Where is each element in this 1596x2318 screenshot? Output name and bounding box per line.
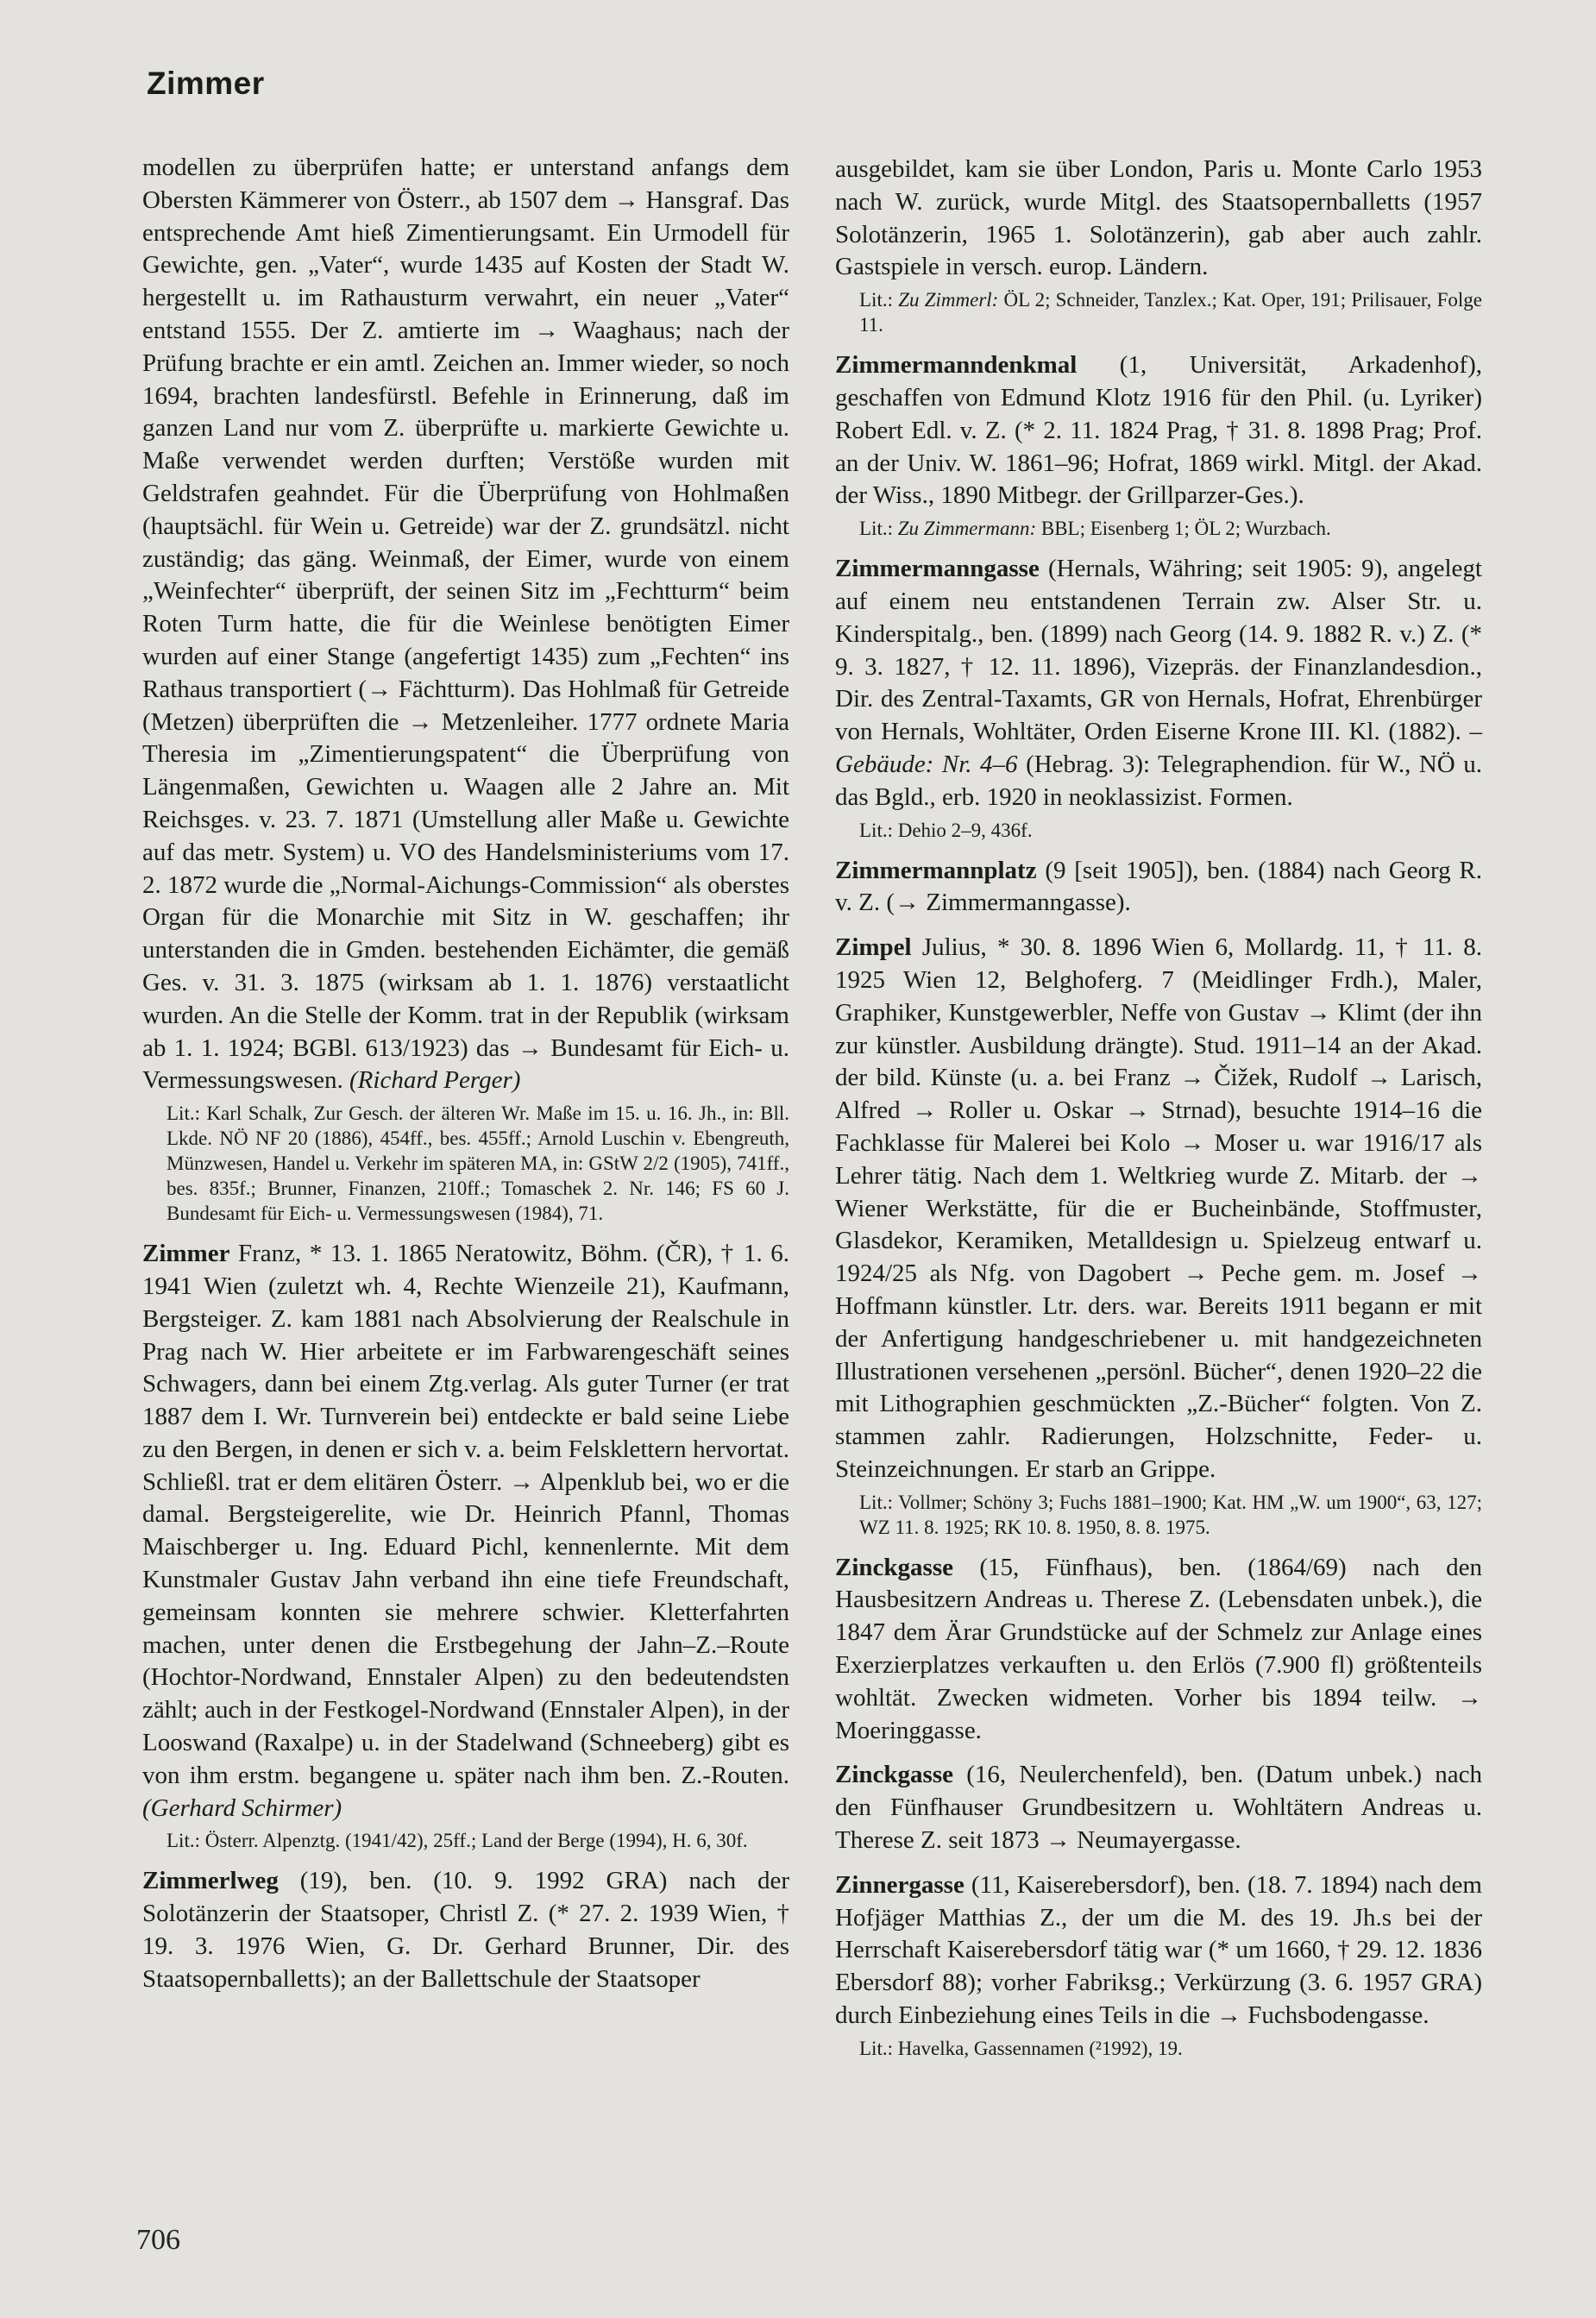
entry-continuation: ausgebildet, kam sie über London, Paris u. Monte Carlo 1953 nach W. zurück, wurde Mitgl. des Staatsopernballetts (1957 Solotänzerin, 1965 1. Solotänzerin), gab aber auch zahlr. Gastspiele in versch. europ. Ländern.: [835, 155, 1482, 281]
entry-headword: Zinckgasse: [835, 1553, 953, 1581]
literature-note: Lit.: Vollmer; Schöny 3; Fuchs 1881–1900; Kat. HM „W. um 1900“, 63, 127; WZ 11. 8. 1925; RK 10. 8. 1950, 8. 8. 1975.: [859, 1491, 1482, 1538]
entry-continuation: [142, 152, 789, 1097]
entry-text: (9 [seit 1905]), ben. (1884) nach Georg R. v. Z. (→ Zimmermanngasse).: [835, 856, 1482, 917]
entry-zimmermannplatz: [835, 855, 1482, 920]
entry-zinnergasse: [835, 1869, 1482, 2032]
lit-italic: Zu Zimmerl:: [898, 289, 999, 311]
entry-text: (Hernals, Währing; seit 1905: 9), angelegt auf einem neu entstandenen Terrain zw. Alser Str. u. Kinderspitalg., ben. (1899) nach Georg (14. 9. 1882 R. v.) Z. (* 9. 3. 1827, † 12. 11. 1896), Vizepräs. der Finanzlandesdion., Dir. des Zentral-Taxamts, GR von Hernals, Hofrat, Ehrenbürger von Hernals, Wohltäter, Orden Eiserne Krone III. Kl. (1882). –: [835, 555, 1482, 746]
entry-headword: Zimmermanndenkmal: [835, 351, 1078, 380]
entry-zimmerlweg: [142, 1865, 789, 1995]
entry-headword: Zimmermanngasse: [835, 555, 1040, 583]
page-number: 706: [136, 2224, 180, 2256]
entry-text: (Hebrag. 3): Telegraphendion. für W., NÖ u. das Bgld., erb. 1920 in neoklassizist. Formen.: [835, 750, 1482, 811]
entry-headword: Zimmermannplatz: [835, 856, 1037, 884]
running-head: Zimmer: [147, 66, 265, 101]
entry-text: (16, Neulerchenfeld), ben. (Datum unbek.) nach den Fünfhauser Grundbesitzern u. Wohltätern Andreas u. Therese Z. seit 1873 → Neumayergasse.: [835, 1761, 1482, 1855]
entry-zimpel: [835, 932, 1482, 1486]
entry-author: (Gerhard Schirmer): [142, 1793, 342, 1822]
lit-italic: Zu Zimmermann:: [897, 518, 1037, 540]
entry-text: (1, Universität, Arkadenhof), geschaffen von Edmund Klotz 1916 für den Phil. (u. Lyriker) Robert Edl. v. Z. (* 2. 11. 1824 Prag, † 31. 8. 1898 Prag; Prof. an der Univ. W. 1861–96; Hofrat, 1869 wirkl. Mitgl. der Akad. der Wiss., 1890 Mitbegr. der Grillparzer-Ges.).: [835, 351, 1482, 510]
entry-zimmermanngasse: [835, 553, 1482, 813]
literature-note: [835, 287, 1482, 337]
entry-text: Julius, * 30. 8. 1896 Wien 6, Mollardg. 11, † 11. 8. 1925 Wien 12, Belghoferg. 7 (Meidlinger Frdh.), Maler, Graphiker, Kunstgewerbler, Neffe von Gustav → Klimt (der ihn zur künstler. Ausbildung drängte). Stud. 1911–14 an der Akad. der bild. Künste (u. a. bei Franz → Čižek, Rudolf → Larisch, Alfred → Roller u. Oskar → Strnad), besuchte 1914–16 die Fachklasse für Malerei bei Kolo → Moser u. war 1916/17 als Lehrer tätig. Nach dem 1. Weltkrieg wurde Z. Mitarb. der → Wiener Werkstätte, für die er Bucheinbände, Stoffmuster, Glasdekor, Keramiken, Metalldesign u. Spielzeug entwarf u. 1924/25 als Nfg. von Dagobert → Peche gem. m. Josef → Hoffmann künstler. Ltr. ders. war. Bereits 1911 begann er mit der Anfertigung handgeschriebener u. mit handgezeichneten Illustrationen versehenen „persönl. Bücher“, denen 1920–22 die mit Lithographien geschmückten „Z.-Bücher“ folgten. Von Z. stammen zahlr. Radierungen, Holzschnitte, Feder- u. Steinzeichnungen. Er starb an Grippe.: [835, 933, 1482, 1483]
entry-text: modellen zu überprüfen hatte; er unterstand anfangs dem Obersten Kämmerer von Österr., ab 1507 dem → Hansgraf. Das entsprechende Amt hieß Zimentierungsamt. Ein Urmodell für Gewichte, gen. „Vater“, wurde 1435 auf Kosten der Stadt W. hergestellt u. im Rathausturm verwahrt, ein neuer „Vater“ entstand 1555. Der Z. amtierte im → Waaghaus; nach der Prüfung brachte er ein amtl. Zeichen an. Immer wieder, so noch 1694, brachten landesfürstl. Befehle in Erinnerung, daß im ganzen Land nur vom Z. überprüfte u. markierte Gewichte u. Maße verwendet werden durften; Verstöße wurden mit Geldstrafen geahndet. Für die Überprüfung von Hohlmaßen (hauptsächl. für Wein u. Getreide) war der Z. grundsätzl. nicht zuständig; das gäng. Weinmaß, der Eimer, wurde von einem „Weinfechter“ überprüft, der seinen Sitz im „Fechtturm“ beim Roten Turm hatte, die für die Weinlese benötigten Eimer wurden auf einer Stange (angefertigt 1435) zum „Fechten“ ins Rathaus transportiert (→ Fächtturm). Das Hohlmaß für Getreide (Metzen) überprüften die → Metzenleiher. 1777 ordnete Maria Theresia im „Zimentierungspatent“ die Überprüfung von Längenmaßen, Gewichten u. Waagen alle 2 Jahre an. Mit Reichsges. v. 23. 7. 1871 (Umstellung aller Maße u. Gewichte auf das metr. System) u. VO des Handelsministeriums vom 17. 2. 1872 wurde die „Normal-Aichungs-Commission“ als oberstes Organ für die Monarchie mit Sitz in W. geschaffen; ihr unterstanden die in Gmden. bestehenden Eichämter, die gemäß Ges. v. 31. 3. 1875 (wirksam ab 1. 1. 1876) verstaatlicht wurden. An die Stelle der Komm. trat in der Republik (wirksam ab 1. 1. 1924; BGBl. 613/1923) das → Bundesamt für Eich- u. Vermessungswesen.: [142, 154, 789, 1095]
entry-zimmermanndenkmal: [835, 349, 1482, 512]
entry-zimmer-franz: [142, 1238, 789, 1825]
literature-note: Lit.: Österr. Alpenztg. (1941/42), 25ff.; Land der Berge (1994), H. 6, 30f.: [167, 1830, 748, 1852]
entry-zinckgasse-16: [835, 1759, 1482, 1856]
literature-note: Lit.: Karl Schalk, Zur Gesch. der älteren Wr. Maße im 15. u. 16. Jh., in: Bll. Lkde. NÖ NF 20 (1886), 454ff., bes. 455ff.; Arnold Luschin v. Ebengreuth, Münzwesen, Handel u. Verkehr im späteren MA, in: GStW 2/2 (1905), 741ff., bes. 835f.; Brunner, Finanzen, 210ff.; Tomaschek 2. Nr. 146; FS 60 J. Bundesamt für Eich- u. Vermessungswesen (1984), 71.: [167, 1102, 789, 1225]
literature-note: Lit.: Dehio 2–9, 436f.: [859, 819, 1033, 841]
lit-text: BBL; Eisenberg 1; ÖL 2; Wurzbach.: [1036, 518, 1331, 540]
entry-headword: Zimpel: [835, 933, 912, 962]
left-column: [142, 152, 789, 1996]
entry-text: Franz, * 13. 1. 1865 Neratowitz, Böhm. (ČR), † 1. 6. 1941 Wien (zuletzt wh. 4, Rechte Wienzeile 21), Kaufmann, Bergsteiger. Z. kam 1881 nach Absolvierung der Realschule in Prag nach W. Hier arbeitete er im Farbwarengeschäft seines Schwagers, dann bei einem Ztg.verlag. Als guter Turner (er trat 1887 dem I. Wr. Turnverein bei) entdeckte er bald seine Liebe zu den Bergen, in denen er sich v. a. beim Felsklettern hervortat. Schließl. trat er dem elitären Österr. → Alpenklub bei, wo er die damal. Bergsteigerelite, wie Dr. Heinrich Pfannl, Thomas Maischberger u. Ing. Eduard Pichl, kennenlernte. Mit dem Kunstmaler Gustav Jahn verband ihn eine tiefe Freundschaft, gemeinsam konnten sie mehrere schwier. Kletterfahrten machen, unter denen die Erstbegehung der Jahn–Z.–Route (Hochtor-Nordwand, Ennstaler Alpen) zu den bedeutendsten zählt; auch in der Festkogel-Nordwand (Ennstaler Alpen), in der Looswand (Raxalpe) u. in der Stadelwand (Schneeberg) gibt es von ihm erstm. begangene u. später nach ihm ben. Z.-Routen.: [142, 1240, 789, 1789]
entry-headword: Zimmerlweg: [142, 1867, 279, 1895]
literature-note: Lit.: Havelka, Gassennamen (²1992), 19.: [859, 2037, 1183, 2059]
entry-text: (11, Kaiserebersdorf), ben. (18. 7. 1894) nach dem Hofjäger Matthias Z., der um die M. des 19. Jh.s bei der Herrschaft Kaiserebersdorf tätig war (* um 1660, † 29. 12. 1836 Ebersdorf 88); vorher Fabriksg.; Verkürzung (3. 6. 1957 GRA) durch Einbeziehung eines Teils in die → Fuchsbodengasse.: [835, 1870, 1482, 2030]
lit-label: Lit.:: [859, 518, 898, 540]
entry-headword: Zimmer: [142, 1240, 230, 1268]
entry-headword: Zinnergasse: [835, 1870, 965, 1899]
right-column: [835, 154, 1482, 2061]
entry-zinckgasse-15: [835, 1552, 1482, 1748]
lit-label: Lit.:: [859, 289, 899, 311]
entry-text: (15, Fünfhaus), ben. (1864/69) nach den Hausbesitzern Andreas u. Therese Z. (Lebensdaten unbek.), die 1847 dem Ärar Grundstücke auf der Schmelz zur Anlage eines Exerzierplatzes verkauften u. den Erlös (7.900 fl) größtenteils wohltät. Zwecken widmeten. Vorher bis 1894 teilw. → Moeringgasse.: [835, 1553, 1482, 1744]
literature-note: [835, 516, 1482, 541]
entry-author: (Richard Perger): [349, 1066, 521, 1095]
lit-text: ÖL 2; Schneider, Tanzlex.; Kat. Oper, 191; Prilisauer, Folge 11.: [859, 289, 1482, 336]
entry-headword: Zinckgasse: [835, 1761, 953, 1789]
entry-text: (19), ben. (10. 9. 1992 GRA) nach der Solotänzerin der Staatsoper, Christl Z. (* 27. 2. 1939 Wien, † 19. 3. 1976 Wien, G. Dr. Gerhard Brunner, Dir. des Staatsopernballetts); an der Ballettschule der Staatsoper: [142, 1867, 789, 1993]
entry-italic: Gebäude: Nr. 4–6: [835, 750, 1018, 778]
